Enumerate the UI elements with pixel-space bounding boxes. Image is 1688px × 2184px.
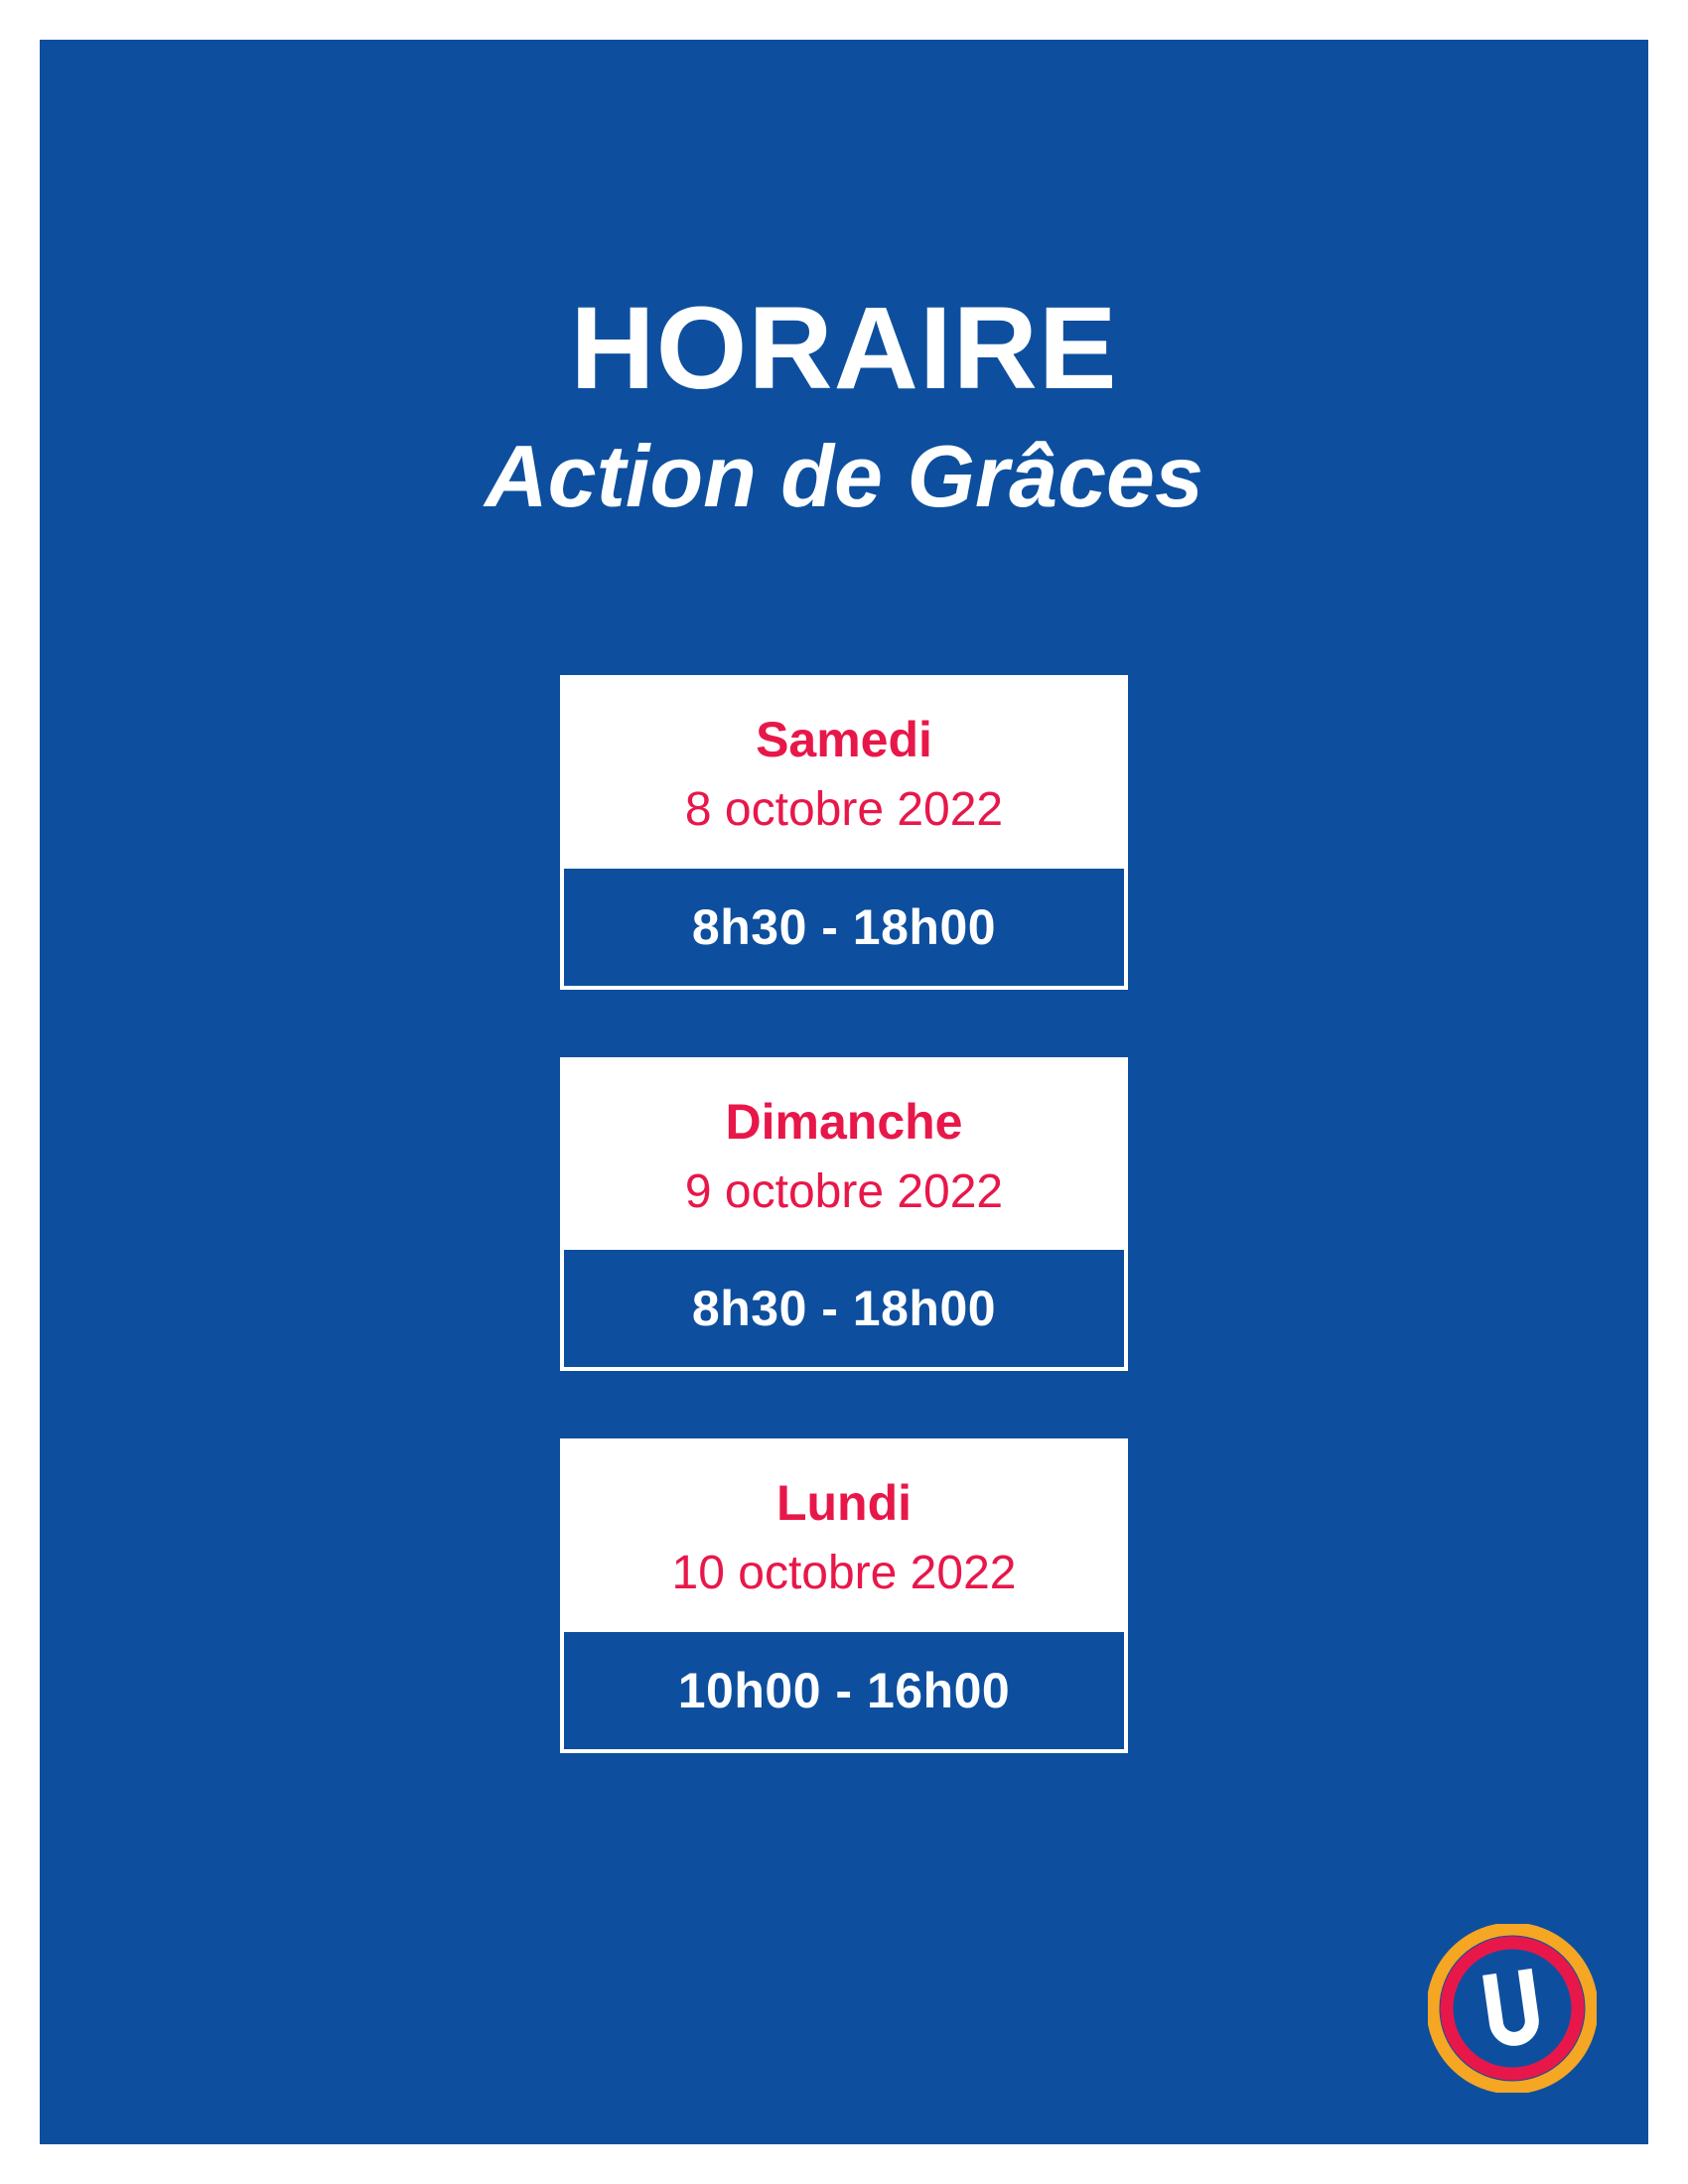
schedule-date-label: 10 octobre 2022 — [671, 1547, 1017, 1600]
schedule-card-header — [564, 1061, 1124, 1247]
schedule-card — [560, 1057, 1128, 1372]
schedule-card-hours-band — [564, 1246, 1124, 1367]
schedule-date-label: 9 octobre 2022 — [684, 1164, 1004, 1218]
schedule-card-header — [564, 1442, 1124, 1628]
schedule-date-label: 8 octobre 2022 — [684, 783, 1004, 836]
poster-header — [40, 283, 1648, 525]
u-logo-icon — [1428, 1924, 1597, 2093]
schedule-card-list — [40, 675, 1648, 1821]
schedule-day-label: Dimanche — [725, 1093, 963, 1150]
page-subtitle: Action de Grâces — [485, 426, 1203, 525]
schedule-card-hours-band — [564, 1628, 1124, 1749]
page-title: HORAIRE — [570, 283, 1118, 414]
schedule-card-header — [564, 679, 1124, 865]
schedule-card — [560, 1438, 1128, 1753]
schedule-day-label: Samedi — [756, 712, 932, 767]
schedule-hours-label: 8h30 - 18h00 — [691, 1281, 997, 1337]
schedule-card-hours-band — [564, 865, 1124, 986]
schedule-hours-label: 10h00 - 16h00 — [677, 1662, 1011, 1718]
schedule-card — [560, 675, 1128, 990]
poster-canvas — [40, 40, 1648, 2144]
schedule-hours-label: 8h30 - 18h00 — [691, 898, 997, 955]
schedule-day-label: Lundi — [775, 1475, 913, 1532]
